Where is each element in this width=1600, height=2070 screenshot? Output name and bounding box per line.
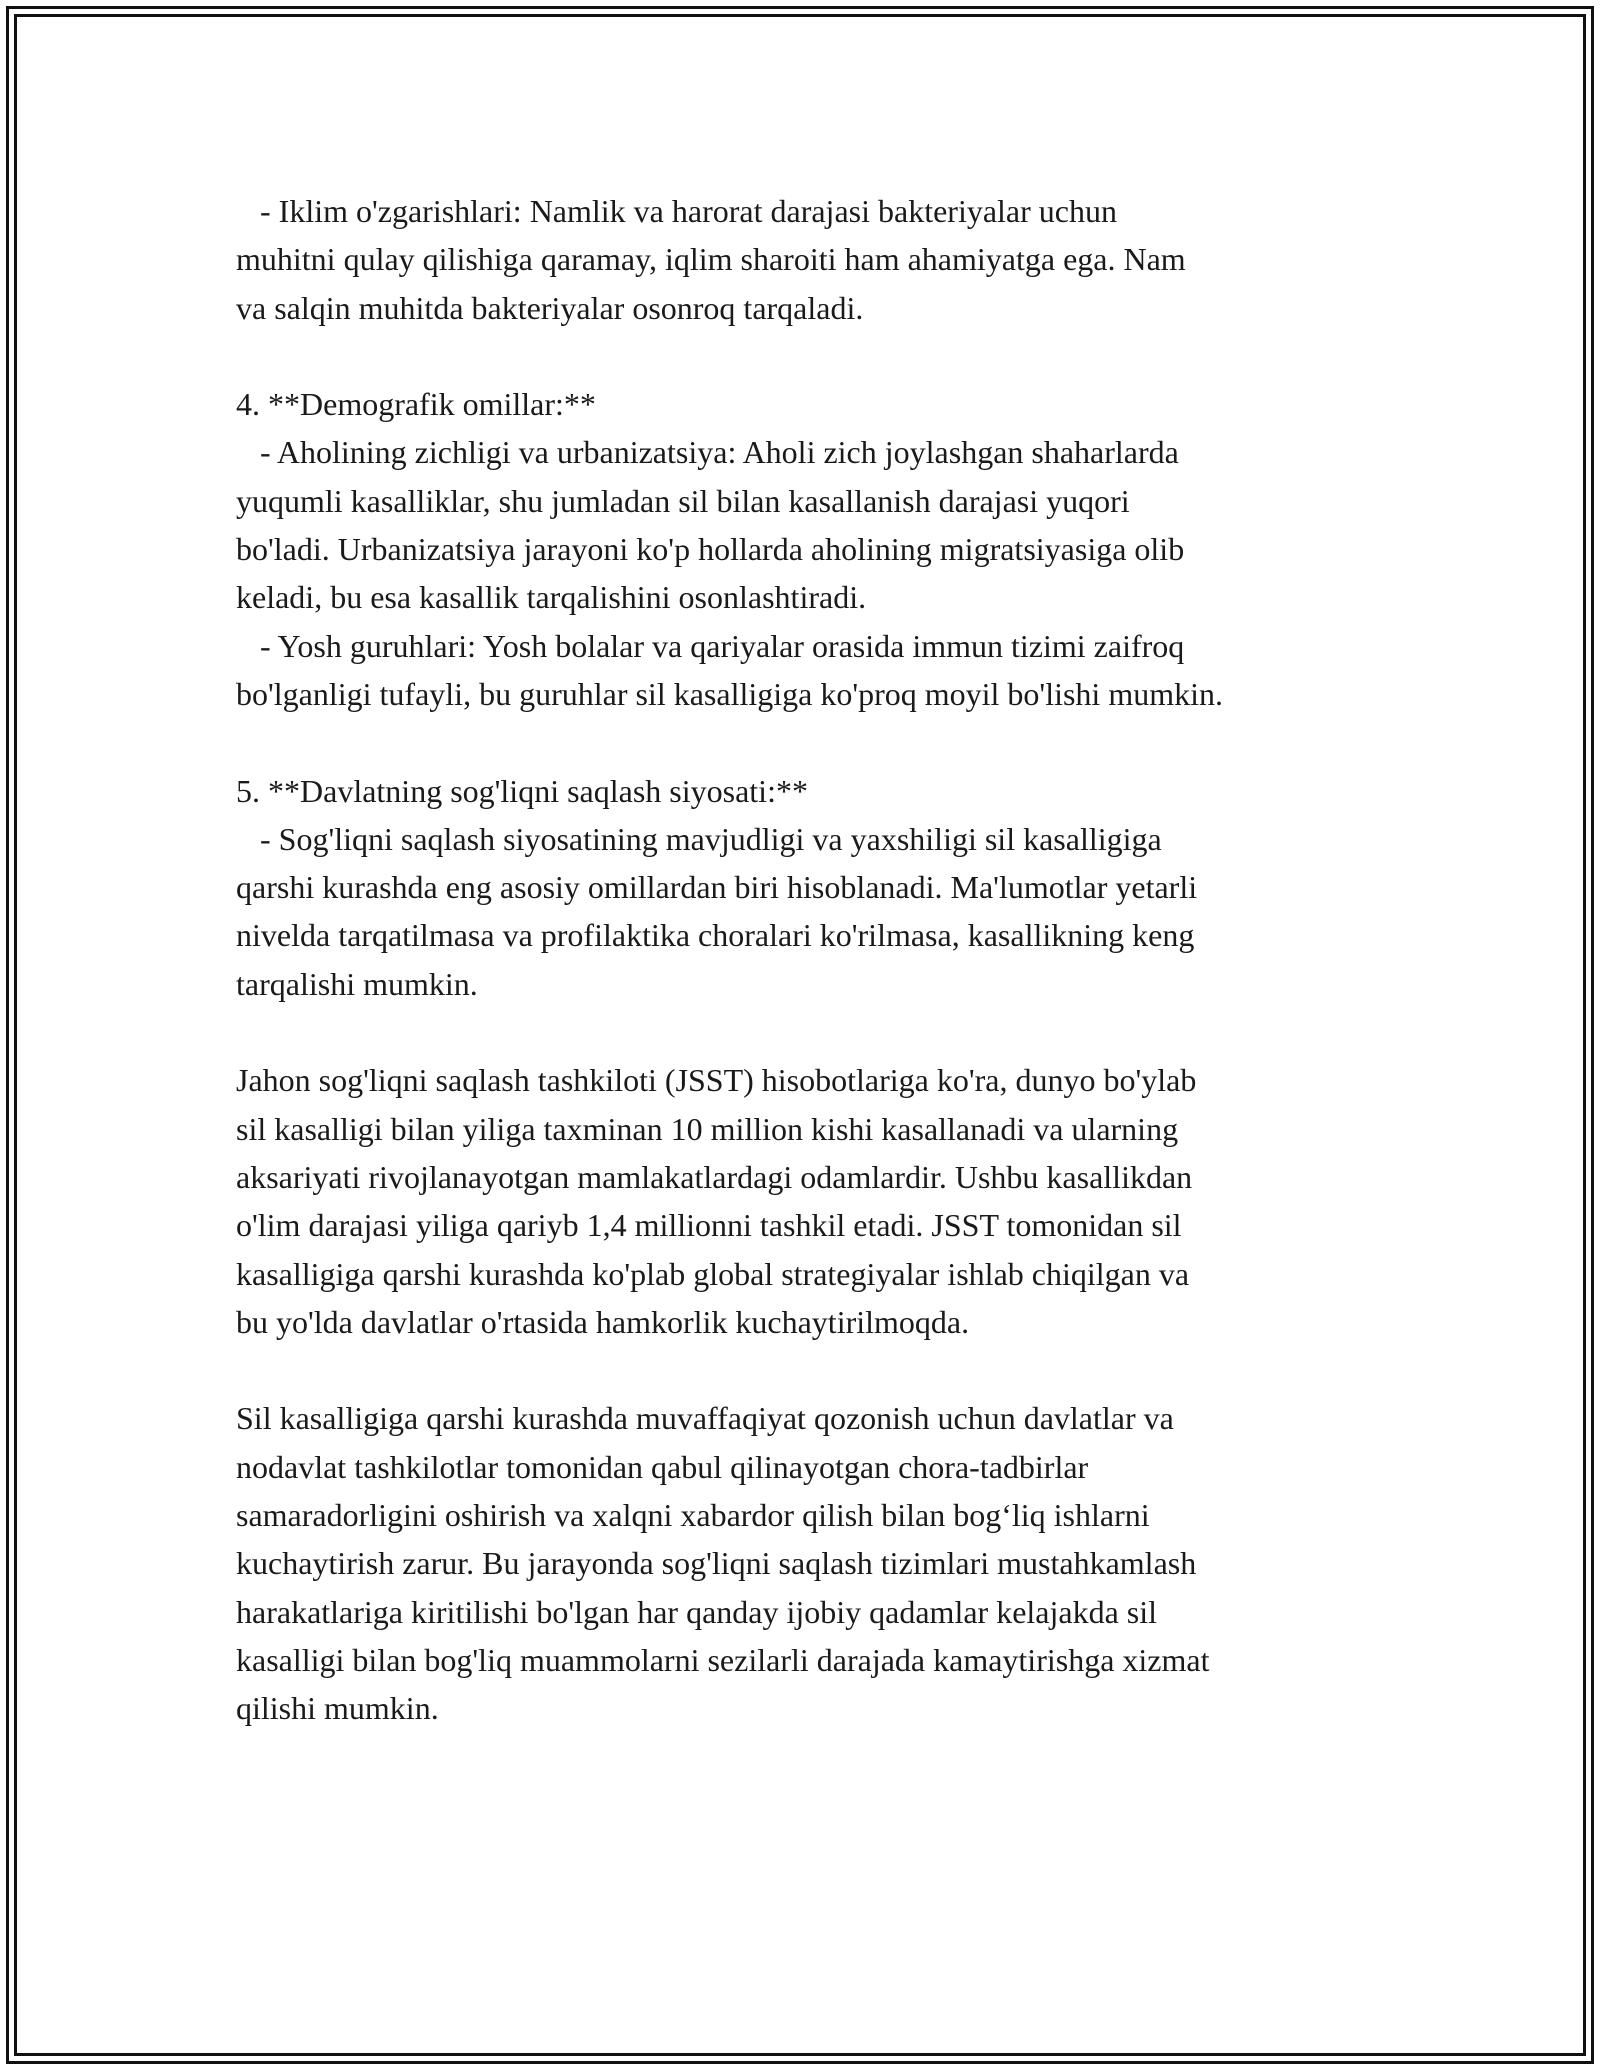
text-line: tarqalishi mumkin. — [236, 965, 478, 1002]
text-line: samaradorligini oshirish va xalqni xabardor qilish bilan bog‘liq ishlarni — [236, 1497, 1150, 1534]
text-line: kasalligi bilan bog'liq muammolarni sezilarli darajada kamaytirishga xizmat — [236, 1641, 1210, 1678]
text-line: - Sog'liqni saqlash siyosatining mavjudligi va yaxshiligi sil kasalligiga — [236, 820, 1162, 857]
text-line: Jahon sog'liqni saqlash tashkiloti (JSST) hisobotlariga ko'ra, dunyo bo'ylab — [236, 1062, 1197, 1099]
paragraph — [236, 380, 1376, 718]
text-line: muhitni qulay qilishiga qaramay, iqlim sharoiti ham ahamiyatga ega. Nam — [236, 241, 1186, 278]
text-line: nivelda tarqatilmasa va profilaktika choralari ko'rilmasa, kasallikning keng — [236, 917, 1195, 954]
paragraph — [236, 1056, 1376, 1346]
paragraph-gap — [236, 1008, 1376, 1056]
text-line: yuqumli kasalliklar, shu jumladan sil bilan kasallanish darajasi yuqori — [236, 482, 1130, 519]
text-line: keladi, bu esa kasallik tarqalishini osonlashtiradi. — [236, 579, 867, 616]
paragraph — [236, 767, 1376, 1008]
paragraph-gap — [236, 718, 1376, 766]
text-line: qilishi mumkin. — [236, 1690, 439, 1727]
text-line: 4. **Demografik omillar:** — [236, 386, 596, 423]
text-line: 5. **Davlatning sog'liqni saqlash siyosati:** — [236, 772, 808, 809]
paragraph — [236, 1394, 1376, 1732]
text-line: bo'lganligi tufayli, bu guruhlar sil kasalligiga ko'proq moyil bo'lishi mumkin. — [236, 675, 1223, 712]
paragraph-gap — [236, 332, 1376, 380]
text-line: kuchaytirish zarur. Bu jarayonda sog'liqni saqlash tizimlari mustahkamlash — [236, 1545, 1197, 1582]
document-body — [236, 187, 1376, 1733]
text-line: aksariyati rivojlanayotgan mamlakatlardagi odamlardir. Ushbu kasallikdan — [236, 1158, 1193, 1195]
paragraph-gap — [236, 1346, 1376, 1394]
text-line: o'lim darajasi yiliga qariyb 1,4 millionni tashkil etadi. JSST tomonidan sil — [236, 1207, 1182, 1244]
text-line: - Aholining zichligi va urbanizatsiya: Aholi zich joylashgan shaharlarda — [236, 434, 1179, 471]
text-line: bu yo'lda davlatlar o'rtasida hamkorlik kuchaytirilmoqda. — [236, 1303, 970, 1340]
text-line: - Iklim o'zgarishlari: Namlik va harorat darajasi bakteriyalar uchun — [236, 193, 1117, 229]
text-line: - Yosh guruhlari: Yosh bolalar va qariyalar orasida immun tizimi zaifroq — [236, 627, 1185, 664]
text-line: kasalligiga qarshi kurashda ko'plab global strategiyalar ishlab chiqilgan va — [236, 1255, 1190, 1292]
text-line: Sil kasalligiga qarshi kurashda muvaffaqiyat qozonish uchun davlatlar va — [236, 1400, 1174, 1437]
text-line: harakatlariga kiritilishi bo'lgan har qanday ijobiy qadamlar kelajakda sil — [236, 1593, 1158, 1630]
text-line: bo'ladi. Urbanizatsiya jarayoni ko'p hollarda aholining migratsiyasiga olib — [236, 531, 1185, 568]
text-line: qarshi kurashda eng asosiy omillardan biri hisoblanadi. Ma'lumotlar yetarli — [236, 869, 1198, 906]
paragraph — [236, 187, 1376, 332]
text-line: sil kasalligi bilan yiliga taxminan 10 million kishi kasallanadi va ularning — [236, 1110, 1179, 1147]
text-line: nodavlat tashkilotlar tomonidan qabul qilinayotgan chora-tadbirlar — [236, 1448, 1089, 1485]
text-line: va salqin muhitda bakteriyalar osonroq tarqaladi. — [236, 289, 864, 326]
